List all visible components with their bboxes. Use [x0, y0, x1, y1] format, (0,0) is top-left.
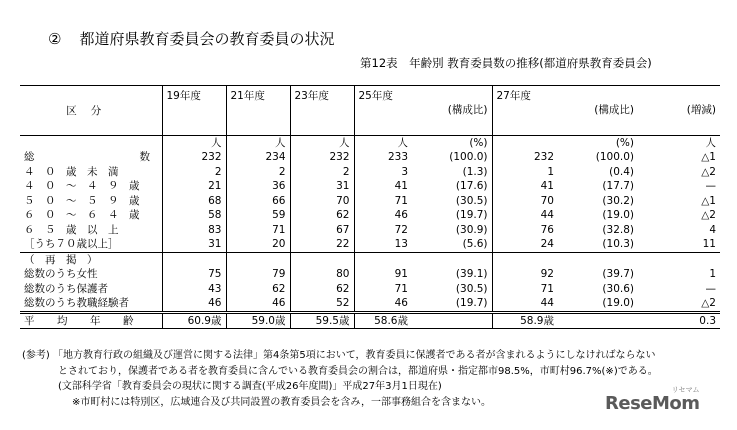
note-line: とされており，保護者である者を教育委員に含んでいる教育委員会の割合は，都道府県・指定都市98.5%，市町村96.7%(※)である。 [58, 365, 658, 377]
cell-y25: 3 [354, 165, 412, 180]
cell-y25: 13 [354, 237, 412, 252]
cell-change: △2 [701, 297, 716, 309]
header-ratio25: (構成比) [447, 104, 488, 116]
header-y25: 25年度 [354, 86, 412, 136]
row-label: ５ ０ ～ ５ ９ 歳 [24, 194, 140, 207]
table-row [20, 267, 720, 282]
row-label: ６ ０ ～ ６ ４ 歳 [24, 209, 140, 221]
row-label: 平 均 年 齢 [24, 314, 140, 327]
cell-y27: 71 [492, 282, 558, 297]
cell-y23: 67 [290, 223, 354, 238]
cell-y27: 76 [492, 223, 558, 238]
table-row [20, 165, 720, 180]
note-line: (参考) 「地方教育行政の組織及び運営に関する法律」第4条第5項において，教育委員に保護者である者が含まれるようにしなければならない [22, 350, 656, 361]
unit-pct: (%) [615, 137, 634, 149]
cell-y25: 71 [354, 194, 412, 209]
cell-y19: 60.9歳 [162, 312, 226, 329]
cell-y27: 70 [492, 194, 558, 209]
cell-y27: 44 [492, 296, 558, 312]
cell-y23: 70 [290, 194, 354, 209]
unit-count: 人 [354, 136, 412, 151]
cell-change: 0.3 [699, 314, 716, 327]
cell-r27: (32.8) [602, 223, 634, 236]
cell-r27: (30.6) [602, 282, 634, 295]
unit-count: 人 [705, 137, 716, 149]
cell-r25: (39.1) [455, 268, 488, 280]
cell-r25: (1.3) [462, 165, 488, 178]
cell-r25: (5.6) [462, 238, 488, 250]
cell-y27: 92 [492, 267, 558, 282]
cell-y27: 24 [492, 237, 558, 252]
header-y23: 23年度 [290, 86, 354, 136]
row-label: ４ ０ ～ ４ ９ 歳 [24, 180, 140, 192]
cell-change: 1 [709, 268, 716, 280]
cell-r25: (19.7) [455, 209, 488, 221]
row-label: 総数のうち教職経験者 [24, 297, 129, 309]
cell-y19: 83 [162, 223, 226, 238]
cell-y19: 232 [162, 150, 226, 165]
table-row [20, 194, 720, 209]
cell-y25: 71 [354, 282, 412, 297]
cell-y19: 68 [162, 194, 226, 209]
cell-r25: (17.6) [455, 180, 488, 192]
cell-y21: 46 [226, 296, 290, 312]
cell-y23: 59.5歳 [290, 312, 354, 329]
cell-y19: 58 [162, 208, 226, 223]
cell-change: 11 [702, 238, 716, 250]
cell-change: 4 [709, 223, 716, 236]
cell-r27: (17.7) [602, 180, 634, 192]
cell-y25: 233 [354, 150, 412, 165]
unit-pct: (%) [469, 137, 488, 149]
cell-change: △2 [701, 209, 716, 221]
row-label: 総 数 [24, 151, 150, 163]
average-age-row [20, 312, 720, 329]
logo-text: ReseMom [605, 393, 700, 414]
cell-y25: 41 [354, 179, 412, 194]
cell-change: △1 [701, 151, 716, 163]
cell-y21: 79 [226, 267, 290, 282]
cell-r25: (19.7) [455, 297, 488, 309]
cell-y21: 36 [226, 179, 290, 194]
cell-r25: (100.0) [449, 151, 488, 163]
cell-y21: 62 [226, 282, 290, 297]
section-title: 都道府県教育委員会の教育委員の状況 [79, 30, 335, 48]
cell-y23: 80 [290, 267, 354, 282]
cell-y21: 2 [226, 165, 290, 180]
cell-r27: (100.0) [595, 151, 634, 163]
cell-y21: 20 [226, 237, 290, 252]
header-ratio27: (構成比) [594, 104, 634, 116]
reference-notes [22, 348, 658, 410]
cell-y23: 22 [290, 237, 354, 252]
unit-count: 人 [290, 136, 354, 151]
cell-y25: 72 [354, 223, 412, 238]
header-change: (増減) [686, 104, 716, 116]
cell-r25: (30.5) [455, 194, 488, 207]
section-number: ② [48, 30, 62, 48]
saikei-row [20, 252, 720, 267]
header-kubun: 区分 [66, 104, 116, 117]
cell-y27: 58.9歳 [492, 312, 558, 329]
cell-change: — [705, 180, 716, 192]
cell-change: △1 [701, 194, 716, 207]
saikei-label: （ 再 掲 ） [24, 253, 98, 266]
cell-y25: 46 [354, 208, 412, 223]
row-label: 総数のうち保護者 [24, 282, 108, 295]
logo-subtext: リセマム [671, 386, 700, 394]
cell-y23: 232 [290, 150, 354, 165]
cell-y27: 232 [492, 150, 558, 165]
cell-y27: 41 [492, 179, 558, 194]
unit-count: 人 [162, 136, 226, 151]
table-caption: 第12表 年齢別 教育委員数の推移(都道府県教育委員会) [360, 56, 652, 70]
row-label: ６ ５ 歳 以 上 [24, 223, 119, 236]
cell-y23: 31 [290, 179, 354, 194]
section-heading [48, 28, 334, 49]
cell-y19: 21 [162, 179, 226, 194]
header-y27: 27年度 [492, 86, 558, 136]
cell-change: △2 [701, 165, 716, 178]
table-row [20, 282, 720, 297]
cell-y27: 44 [492, 208, 558, 223]
cell-r27: (0.4) [609, 165, 634, 178]
table-row [20, 150, 720, 165]
cell-y27: 1 [492, 165, 558, 180]
cell-y19: 43 [162, 282, 226, 297]
table-row [20, 223, 720, 238]
table-header-row [20, 86, 720, 136]
table-row [20, 296, 720, 312]
table-row [20, 179, 720, 194]
resemom-logo [605, 386, 700, 414]
table-row [20, 208, 720, 223]
note-line: ※市町村には特別区，広域連合及び共同設置の教育委員会を含み，一部事務組合を含まない。 [72, 396, 491, 408]
cell-y19: 46 [162, 296, 226, 312]
header-y19: 19年度 [162, 86, 226, 136]
cell-y23: 62 [290, 208, 354, 223]
row-label: 総数のうち女性 [24, 268, 98, 280]
unit-row [20, 136, 720, 151]
cell-y25: 46 [354, 296, 412, 312]
cell-y21: 59 [226, 208, 290, 223]
age-statistics-table [20, 85, 720, 329]
unit-count: 人 [226, 136, 290, 151]
row-label: ４ ０ 歳 未 満 [24, 165, 119, 178]
cell-y25: 91 [354, 267, 412, 282]
cell-r27: (30.2) [602, 194, 634, 207]
cell-y23: 52 [290, 296, 354, 312]
cell-r27: (10.3) [602, 238, 634, 250]
note-line: (文部科学省「教育委員会の現状に関する調査(平成26年度間)」平成27年3月1日現在) [58, 381, 442, 392]
cell-y21: 59.0歳 [226, 312, 290, 329]
header-y21: 21年度 [226, 86, 290, 136]
cell-change: — [705, 282, 716, 295]
cell-r25: (30.5) [455, 282, 488, 295]
cell-y19: 75 [162, 267, 226, 282]
cell-y21: 234 [226, 150, 290, 165]
cell-y25: 58.6歳 [354, 312, 412, 329]
cell-y21: 71 [226, 223, 290, 238]
cell-r25: (30.9) [455, 223, 488, 236]
cell-y23: 62 [290, 282, 354, 297]
row-label: ［うち７０歳以上］ [24, 238, 119, 250]
cell-r27: (19.0) [602, 297, 634, 309]
cell-y19: 31 [162, 237, 226, 252]
cell-r27: (19.0) [602, 209, 634, 221]
cell-y23: 2 [290, 165, 354, 180]
cell-y19: 2 [162, 165, 226, 180]
cell-r27: (39.7) [602, 268, 634, 280]
cell-y21: 66 [226, 194, 290, 209]
table-row [20, 237, 720, 252]
